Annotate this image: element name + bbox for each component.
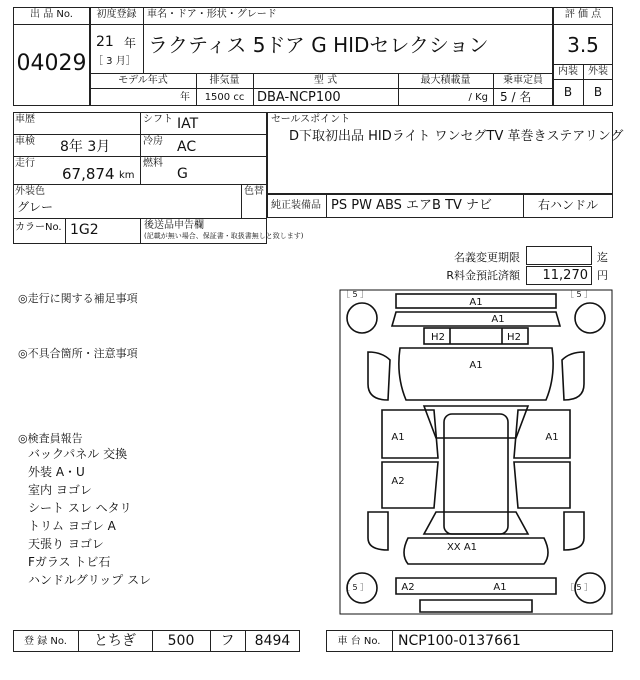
shift-label: シフト xyxy=(143,114,173,125)
equipment-value: PS PW ABS エアB TV ナビ xyxy=(331,198,493,213)
score-label: 評 価 点 xyxy=(564,9,602,20)
car-damage-diagram xyxy=(338,288,614,616)
displacement-label: 排気量 xyxy=(209,75,240,86)
driving-notes-label: ◎走行に関する補足事項 xyxy=(18,292,138,305)
mark-left-rear-door: A2 xyxy=(391,476,405,487)
tire-front-left xyxy=(347,303,377,333)
right-front-door xyxy=(514,410,570,458)
roof xyxy=(444,414,508,534)
tire-label-rear-left: ［ 5 ］ xyxy=(342,583,369,592)
recycle-fee-value: 11,270 xyxy=(542,268,588,283)
defects-label: ◎不具合箇所・注意事項 xyxy=(18,347,138,360)
model-code: DBA-NCP100 xyxy=(257,90,341,105)
left-front-door xyxy=(382,410,438,458)
mark-rear-bumper-right: A1 xyxy=(493,582,507,593)
fuel-value: G xyxy=(177,166,188,182)
documents-note: (記載が無い場合、保証書・取扱書無しと致します) xyxy=(144,232,304,240)
mark-rear-glass: XX A1 xyxy=(446,542,478,553)
inspector-report-label: ◎検査員報告 xyxy=(18,432,83,445)
color-no-label: カラーNo. xyxy=(15,222,62,233)
tire-label-front-left: ［ 5 ］ xyxy=(342,290,369,299)
steering-value: 右ハンドル xyxy=(537,198,598,212)
mark-headlight-left: H2 xyxy=(431,332,445,343)
inspector-item: 外装 A・U xyxy=(28,465,85,479)
car-name-label: 車名・ドア・形状・グレード xyxy=(147,9,277,20)
repaint-label: 色替 xyxy=(244,186,264,197)
recycle-fee-label: R料金預託済額 xyxy=(446,269,520,282)
capacity-value: 5 / 名 xyxy=(500,90,532,104)
inspector-item: ハンドルグリップ スレ xyxy=(28,573,152,587)
lot-number-label: 出 品 No. xyxy=(30,9,73,20)
ac-label: 冷房 xyxy=(143,136,163,147)
diagram-frame xyxy=(340,290,612,614)
mark-front-panel: A1 xyxy=(491,314,505,325)
mileage-label: 走行 xyxy=(15,158,35,169)
history-label: 車歴 xyxy=(15,114,35,125)
mark-rear-bumper-left: A2 xyxy=(401,582,415,593)
inspector-item: トリム ヨゴレ A xyxy=(28,519,116,533)
mark-headlight-right: H2 xyxy=(507,332,521,343)
max-load-value: / Kg xyxy=(468,92,488,103)
score-value: 3.5 xyxy=(567,33,599,57)
lot-number: 04029 xyxy=(16,51,87,76)
chassis-number: NCP100-0137661 xyxy=(398,633,521,649)
mileage-value: 67,874 xyxy=(62,165,115,183)
interior-grade: B xyxy=(563,85,573,99)
plate-region: とちぎ xyxy=(94,633,136,649)
right-rear-door xyxy=(514,462,570,508)
registration-year: 21 xyxy=(96,34,114,50)
max-load-label: 最大積載量 xyxy=(420,75,471,86)
interior-label: 内装 xyxy=(558,66,578,77)
color-no-value: 1G2 xyxy=(70,222,99,238)
exterior-label: 外装 xyxy=(588,66,608,77)
plate-class: 500 xyxy=(167,633,195,649)
rear-bumper xyxy=(396,578,556,594)
right-front-fender xyxy=(562,352,584,400)
sales-point-value: D下取初出品 HIDライト ワンセグTV 革巻きステアリング xyxy=(289,129,624,144)
first-registration-label: 初度登録 xyxy=(96,9,137,20)
mark-left-front-door: A1 xyxy=(391,432,405,443)
transfer-deadline-label: 名義変更期限 xyxy=(454,251,520,264)
recycle-fee-unit: 円 xyxy=(597,269,608,282)
color-label: 外装色 xyxy=(15,186,45,197)
mileage-unit: km xyxy=(119,170,135,181)
chassis-label: 車 台 No. xyxy=(337,636,381,647)
registration-month: ［ 3 月］ xyxy=(93,56,136,67)
documents-label: 後送品申告欄 xyxy=(144,220,204,231)
left-rear-door xyxy=(382,462,438,508)
inspector-item: シート スレ ヘタリ xyxy=(28,501,132,515)
tire-label-front-right: ［ 5 ］ xyxy=(566,290,593,299)
fuel-label: 燃料 xyxy=(143,158,163,169)
plate-label: 登 録 No. xyxy=(24,636,67,647)
sales-point-label: セールスポイント xyxy=(271,114,351,125)
tire-front-right xyxy=(575,303,605,333)
displacement-value: 1500 cc xyxy=(204,92,245,103)
mark-right-front-door: A1 xyxy=(545,432,559,443)
tire-label-rear-right: ［ 5 ］ xyxy=(566,583,593,592)
inspection-label: 車検 xyxy=(15,136,35,147)
inspector-item: バックパネル 交換 xyxy=(28,447,128,461)
inspector-item: 室内 ヨゴレ xyxy=(28,483,92,497)
front-panel xyxy=(392,312,560,326)
color-value: グレー xyxy=(17,200,54,214)
car-name: ラクティス 5ドア G HIDセレクション xyxy=(148,33,489,57)
plate-number: 8494 xyxy=(254,633,291,649)
mark-hood: A1 xyxy=(469,360,483,371)
capacity-label: 乗車定員 xyxy=(503,75,543,86)
plate-kana: フ xyxy=(220,633,235,649)
model-year-unit: 年 xyxy=(180,92,190,103)
exterior-grade: B xyxy=(593,85,603,99)
equipment-label: 純正装備品 xyxy=(271,200,321,211)
inspection-value: 8年 3月 xyxy=(60,139,111,155)
model-year-label: モデル年式 xyxy=(118,75,168,86)
mark-front-bumper: A1 xyxy=(469,297,483,308)
inspector-item: Fガラス トビ石 xyxy=(28,555,111,569)
transfer-deadline-unit: 迄 xyxy=(597,251,608,264)
ac-value: AC xyxy=(177,139,197,155)
model-type-label: 型 式 xyxy=(313,75,338,86)
left-front-fender xyxy=(368,352,390,400)
transfer-deadline-box xyxy=(526,246,592,265)
shift-value: IAT xyxy=(177,116,199,132)
hood xyxy=(399,348,553,400)
inspector-item: 天張り ヨゴレ xyxy=(28,537,104,551)
year-unit: 年 xyxy=(124,36,137,50)
